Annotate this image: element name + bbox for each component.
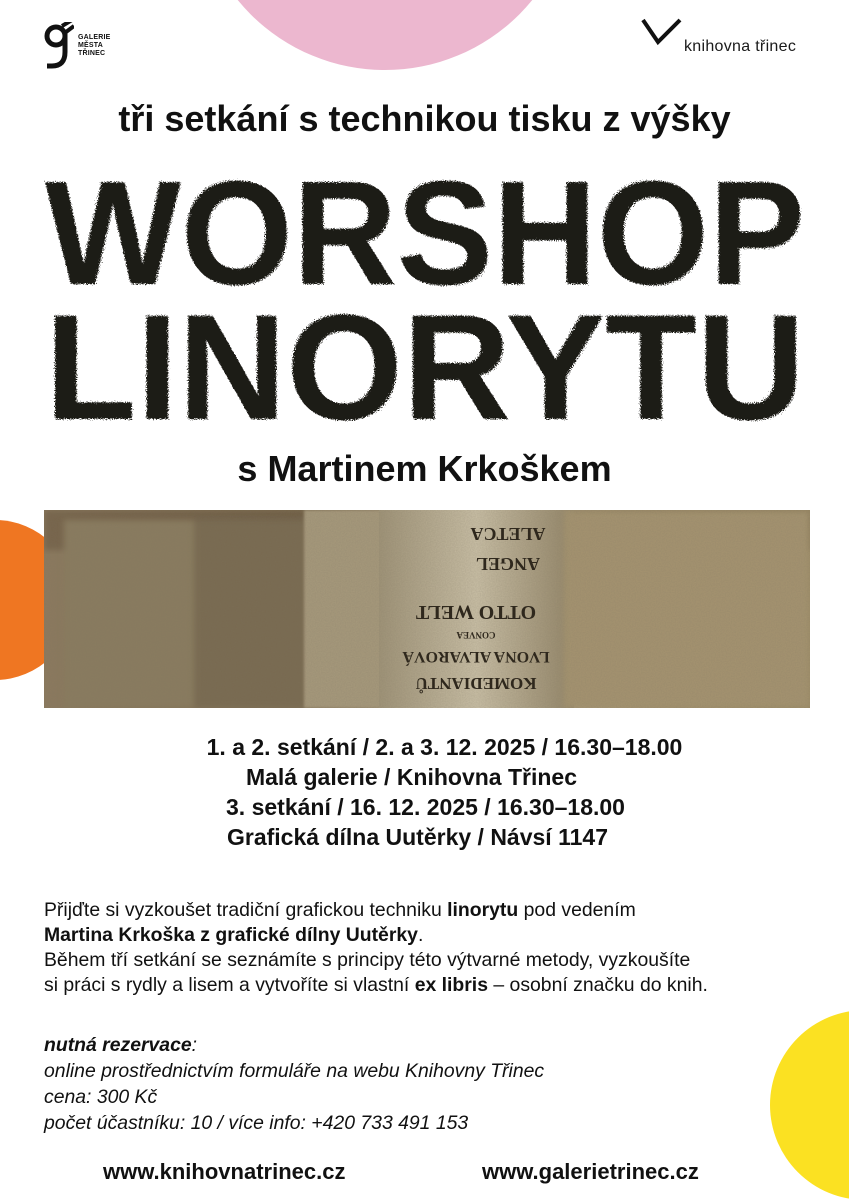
print-text-6: ALETCA xyxy=(470,524,546,544)
schedule-line-4: Grafická dílna Uutěrky / Návsí 1147 xyxy=(227,824,608,850)
description-text: – osobní značku do knih. xyxy=(487,974,708,996)
reservation-line-2: cena: 300 Kč xyxy=(44,1086,158,1108)
knihovna-mark-icon xyxy=(640,18,684,48)
print-text-5: ANGEL xyxy=(475,554,541,574)
description-text: . xyxy=(417,924,424,946)
yellow-decor-circle xyxy=(770,1010,849,1200)
reservation-info xyxy=(44,1032,744,1136)
description-line-3: Během tří setkání se seznámíte s principy této výtvarné metody, vyzkoušíte xyxy=(44,949,691,971)
description-bold-name: Martina Krkoška z grafické dílny Uutěrky xyxy=(44,924,418,946)
print-text-3: CONVEA xyxy=(456,630,496,640)
galerie-logo xyxy=(44,22,111,70)
galerie-mark-icon xyxy=(44,22,74,70)
knihovna-logo xyxy=(640,18,812,58)
reservation-line-1: online prostřednictvím formuláře na webu Knihovny Třinec xyxy=(44,1060,545,1082)
description-line-4 xyxy=(44,973,824,998)
description xyxy=(44,898,824,998)
galerie-logo-text xyxy=(78,34,111,58)
linocut-photo xyxy=(44,510,810,708)
description-line-2 xyxy=(44,923,824,948)
reservation-line-3: počet účastníku: 10 / více info: +420 733 491 153 xyxy=(44,1112,469,1134)
description-bold-linorytu: linorytu xyxy=(447,899,519,921)
title-worshop: WORSHOP xyxy=(45,168,805,298)
website-knihovna-link[interactable]: www.knihovnatrinec.cz xyxy=(103,1159,346,1184)
schedule-line-1: 1. a 2. setkání / 2. a 3. 12. 2025 / 16.30–18.00 xyxy=(206,734,683,760)
schedule xyxy=(0,732,849,852)
pink-decor-circle xyxy=(195,0,575,70)
schedule-line-2: Malá galerie / Knihovna Třinec xyxy=(245,764,578,790)
description-line-1 xyxy=(44,898,824,923)
description-text: Přijďte si vyzkoušet tradiční grafickou techniku xyxy=(44,899,448,921)
reservation-colon: : xyxy=(191,1034,198,1056)
title-line-1 xyxy=(40,168,810,298)
reservation-heading-text: nutná rezervace xyxy=(44,1034,192,1056)
schedule-line-3: 3. setkání / 16. 12. 2025 / 16.30–18.00 xyxy=(226,794,625,820)
knihovna-logo-text: knihovna třinec xyxy=(684,38,797,55)
print-text-2: LVONA ALVAROVÁ xyxy=(402,648,550,665)
galerie-logo-line2: MĚSTA xyxy=(78,42,103,49)
description-text: si práci s rydly a lisem a vytvoříte si vlastní xyxy=(44,974,415,996)
reservation-heading xyxy=(44,1032,744,1058)
title-linorytu: LINORYTU xyxy=(45,295,805,425)
galerie-logo-line1: GALERIE xyxy=(78,34,111,41)
subtitle: tři setkání s technikou tisku z výšky xyxy=(118,98,731,139)
title-line-2 xyxy=(40,295,810,425)
galerie-logo-line3: TŘINEC xyxy=(78,50,106,57)
presenter-line: s Martinem Krkoškem xyxy=(237,448,612,489)
description-bold-ex-libris: ex libris xyxy=(414,974,488,996)
description-text: pod vedením xyxy=(518,899,636,921)
print-text-4: OTTO WELT xyxy=(415,601,537,623)
website-galerie-link[interactable]: www.galerietrinec.cz xyxy=(482,1159,699,1184)
print-text-1: KOMEDIANTŮ xyxy=(415,674,537,693)
